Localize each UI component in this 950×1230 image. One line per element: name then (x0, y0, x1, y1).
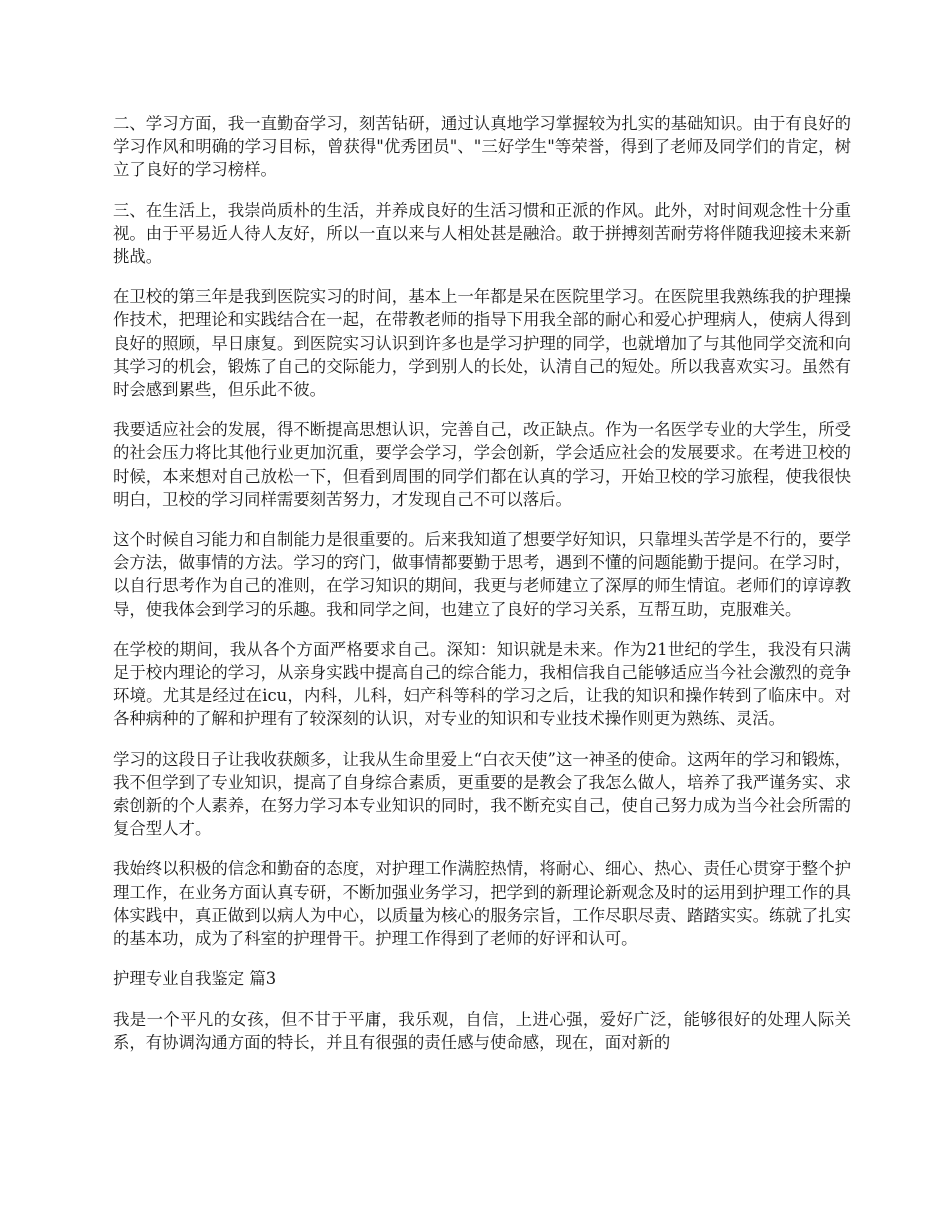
paragraph-school-period: 在学校的期间，我从各个方面严格要求自己。深知：知识就是未来。作为21世纪的学生，我没有只满足于校内理论的学习，从亲身实践中提高自己的综合能力，我相信我自己能够适应当今社会激烈的竞争环境。尤其是经过在icu，内科，儿科，妇产科等科的学习之后，让我的知识和操作转到了临床中。对各种病种的了解和护理有了较深刻的认识，对专业的知识和专业技术操作则更为熟练、灵活。 (113, 639, 851, 729)
section-heading: 护理专业自我鉴定 篇3 (113, 969, 277, 989)
document-body (113, 112, 851, 1071)
paragraph-life: 三、在生活上，我崇尚质朴的生活，并养成良好的生活习惯和正派的作风。此外，对时间观念性十分重视。由于平易近人待人友好，所以一直以来与人相处甚是融洽。敢于拼搏刻苦耐劳将伴随我迎接未来新挑战。 (113, 200, 851, 267)
paragraph-nursing-work: 我始终以积极的信念和勤奋的态度，对护理工作满腔热情，将耐心、细心、热心、责任心贯穿于整个护理工作，在业务方面认真专研，不断加强业务学习，把学到的新理论新观念及时的运用到护理工作的具体实践中，真正做到以病人为中心，以质量为核心的服务宗旨，工作尽职尽责、踏踏实实。练就了扎实的基本功，成为了科室的护理骨干。护理工作得到了老师的好评和认可。 (113, 859, 851, 949)
paragraph-study: 二、学习方面，我一直勤奋学习，刻苦钻研，通过认真地学习掌握较为扎实的基础知识。由于有良好的学习作风和明确的学习目标，曾获得"优秀团员"、"三好学生"等荣誉，得到了老师及同学们的肯定，树立了良好的学习榜样。 (113, 114, 851, 180)
paragraph-harvest: 学习的这段日子让我收获颇多，让我从生命里爱上“白衣天使”这一神圣的使命。这两年的学习和锻炼，我不但学到了专业知识，提高了自身综合素质，更重要的是教会了我怎么做人，培养了我严谨务实、求索创新的个人素养，在努力学习本专业知识的同时，我不断充实自己，使自己努力成为当今社会所需的复合型人才。 (113, 749, 851, 839)
paragraph-final: 我是一个平凡的女孩，但不甘于平庸，我乐观，自信，上进心强，爱好广泛，能够很好的处理人际关系，有协调沟通方面的特长，并且有很强的责任感与使命感，现在，面对新的 (113, 1009, 851, 1052)
paragraph-adapt-society: 我要适应社会的发展，得不断提高思想认识，完善自己，改正缺点。作为一名医学专业的大学生，所受的社会压力将比其他行业更加沉重，要学会学习，学会创新，学会适应社会的发展要求。在考进卫校的时候，本来想对自己放松一下，但看到周围的同学们都在认真的学习，开始卫校的学习旅程，使我很快明白，卫校的学习同样需要刻苦努力，才发现自己不可以落后。 (113, 420, 851, 509)
paragraph-self-study: 这个时候自习能力和自制能力是很重要的。后来我知道了想要学好知识，只靠埋头苦学是不行的，要学会方法，做事情的方法。学习的窍门，做事情都要勤于思考，遇到不懂的问题能勤于提问。在学习时，以自行思考作为自己的准则，在学习知识的期间，我更与老师建立了深厚的师生情谊。老师们的谆谆教导，使我体会到学习的乐趣。我和同学之间，也建立了良好的学习关系，互帮互助，克服难关。 (113, 530, 851, 619)
paragraph-internship: 在卫校的第三年是我到医院实习的时间，基本上一年都是呆在医院里学习。在医院里我熟练我的护理操作技术，把理论和实践结合在一起，在带教老师的指导下用我全部的耐心和爱心护理病人，使病人得到良好的照顾，早日康复。到医院实习认识到许多也是学习护理的同学，也就增加了与其他同学交流和向其学习的机会，锻炼了自己的交际能力，学到别人的长处，认清自己的短处。所以我喜欢实习。虽然有时会感到累些，但乐此不彼。 (113, 287, 851, 400)
